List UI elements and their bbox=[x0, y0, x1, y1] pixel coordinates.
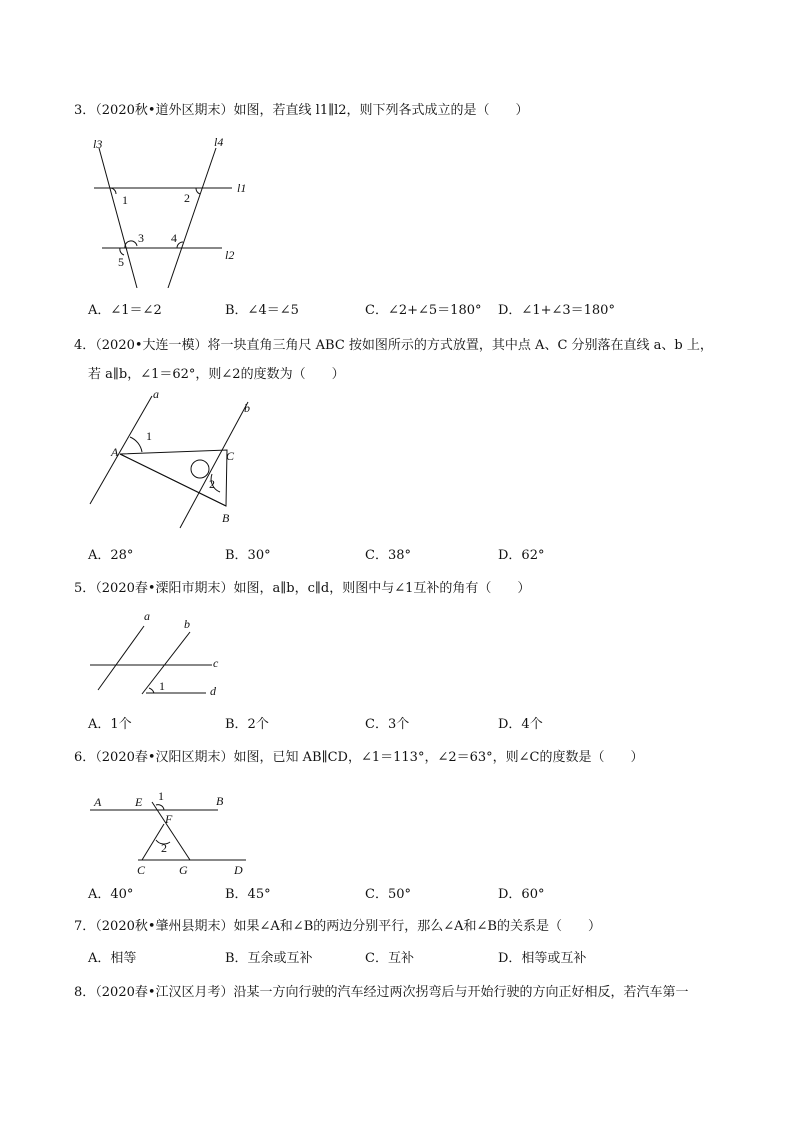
question-5-option-b: B．2个 bbox=[225, 717, 269, 732]
label-b: B bbox=[216, 794, 224, 808]
question-6-stem: 6．（2020春•汉阳区期末）如图，已知 AB∥CD，∠1＝113°，∠2＝63°，则∠C的度数是（ ） bbox=[74, 750, 644, 765]
label-angle-1: 1 bbox=[122, 193, 128, 207]
question-3-stem: 3．（2020秋•道外区期末）如图，若直线 l1∥l2，则下列各式成立的是（ ） bbox=[74, 103, 529, 118]
label-angle-2: 2 bbox=[209, 477, 215, 491]
label-angle-1: 1 bbox=[158, 789, 164, 803]
line-a bbox=[90, 396, 152, 504]
line-b bbox=[180, 402, 248, 528]
question-3-option-d: D．∠1+∠3＝180° bbox=[498, 303, 615, 318]
line-b bbox=[142, 632, 190, 694]
label-c: c bbox=[213, 656, 219, 670]
question-3-option-b: B．∠4＝∠5 bbox=[225, 303, 299, 318]
label-point-b: B bbox=[222, 511, 230, 525]
question-5-option-d: D．4个 bbox=[498, 717, 543, 732]
label-c: C bbox=[137, 863, 146, 877]
question-4-stem: 4．（2020•大连一模）将一块直角三角尺 ABC 按如图所示的方式放置，其中点 A、C 分别落在直线 a、b 上， bbox=[74, 338, 713, 353]
angle-2-arc bbox=[196, 188, 200, 194]
question-3-option-a: A．∠1＝∠2 bbox=[88, 303, 162, 318]
question-5-option-a: A．1个 bbox=[88, 717, 132, 732]
label-b: b bbox=[244, 401, 250, 415]
angle-5-arc bbox=[120, 248, 124, 255]
angle-1-arc bbox=[130, 437, 142, 452]
question-5-stem: 5．（2020春•溧阳市期末）如图，a∥b，c∥d，则图中与∠1互补的角有（ ） bbox=[74, 581, 531, 596]
question-7-option-a: A．相等 bbox=[88, 951, 137, 966]
question-4-option-d: D．62° bbox=[498, 548, 545, 563]
label-angle-1: 1 bbox=[146, 429, 152, 443]
question-5-figure bbox=[80, 606, 240, 702]
label-angle-5: 5 bbox=[118, 255, 124, 269]
angle-1-arc bbox=[149, 688, 154, 693]
label-angle-1: 1 bbox=[159, 679, 165, 693]
question-7-stem: 7．（2020秋•肇州县期末）如果∠A和∠B的两边分别平行，那么∠A和∠B的关系是（ ） bbox=[74, 919, 601, 934]
label-angle-4: 4 bbox=[171, 231, 177, 245]
label-a: A bbox=[94, 795, 102, 809]
label-a: a bbox=[153, 388, 159, 401]
question-3-option-c: C．∠2+∠5＝180° bbox=[365, 303, 482, 318]
label-f: F bbox=[165, 812, 173, 826]
line-l4 bbox=[168, 148, 216, 288]
question-5-option-c: C．3个 bbox=[365, 717, 410, 732]
angle-3-arc bbox=[125, 241, 137, 248]
label-d: D bbox=[234, 863, 243, 877]
question-6-option-a: A．40° bbox=[88, 887, 134, 902]
question-3-figure bbox=[80, 128, 280, 288]
label-l4: l4 bbox=[214, 135, 224, 149]
label-d: d bbox=[210, 684, 216, 698]
label-l1: l1 bbox=[237, 181, 247, 195]
line-a bbox=[98, 626, 144, 690]
question-4-option-c: C．38° bbox=[365, 548, 411, 563]
label-l2: l2 bbox=[225, 248, 235, 262]
label-l3: l3 bbox=[93, 137, 103, 151]
label-point-c: C bbox=[226, 449, 235, 463]
label-g: G bbox=[179, 863, 188, 877]
label-angle-2: 2 bbox=[161, 841, 167, 855]
question-6-option-d: D．60° bbox=[498, 887, 545, 902]
question-4-figure bbox=[80, 388, 260, 538]
label-angle-3: 3 bbox=[138, 231, 144, 245]
triangle-hole bbox=[191, 460, 209, 478]
label-b: b bbox=[184, 617, 190, 631]
label-e: E bbox=[135, 795, 143, 809]
label-angle-2: 2 bbox=[184, 191, 190, 205]
line-ef-extended bbox=[152, 802, 190, 860]
question-6-option-c: C．50° bbox=[365, 887, 411, 902]
question-4-stem-2: 若 a∥b，∠1＝62°，则∠2的度数为（ ） bbox=[88, 367, 345, 382]
question-7-option-d: D．相等或互补 bbox=[498, 951, 587, 966]
label-a: a bbox=[144, 609, 150, 623]
question-7-option-c: C．互补 bbox=[365, 951, 414, 966]
label-point-a: A bbox=[111, 445, 119, 459]
question-7-option-b: B．互余或互补 bbox=[225, 951, 313, 966]
question-4-option-b: B．30° bbox=[225, 548, 271, 563]
question-4-option-a: A．28° bbox=[88, 548, 134, 563]
question-6-option-b: B．45° bbox=[225, 887, 271, 902]
question-8-stem: 8．（2020春•江汉区月考）沿某一方向行驶的汽车经过两次拐弯后与开始行驶的方向正好相反，若汽车第一 bbox=[74, 985, 689, 1000]
question-6-figure bbox=[80, 784, 260, 884]
